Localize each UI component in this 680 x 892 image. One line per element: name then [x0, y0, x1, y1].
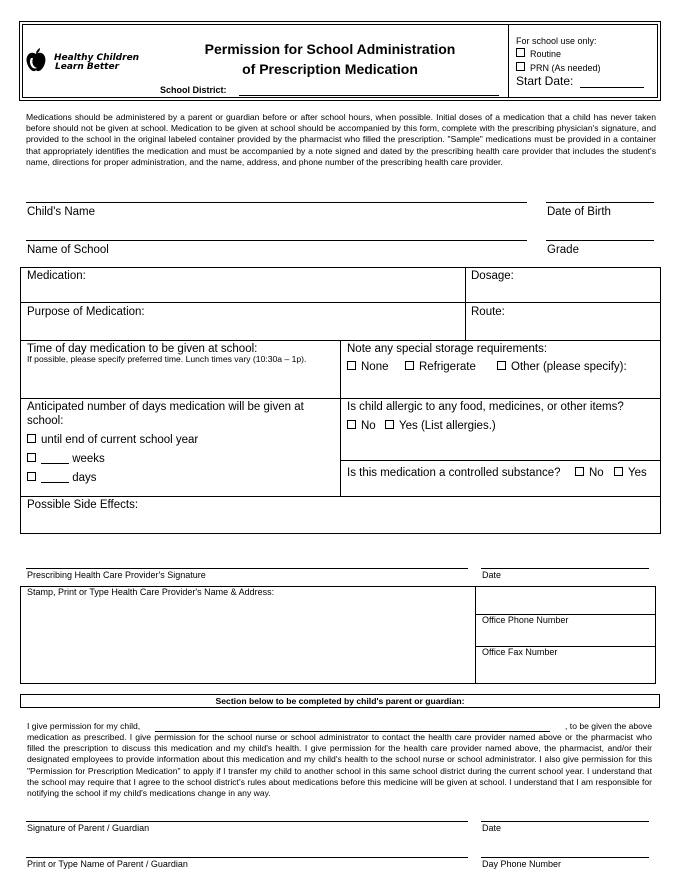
day-phone-label: Day Phone Number [482, 859, 562, 869]
date-of-birth-field[interactable] [546, 202, 654, 203]
storage-refrigerate-option[interactable]: Refrigerate [405, 360, 476, 374]
dosage-field-label[interactable]: Dosage: [471, 270, 514, 282]
controlled-yes-option[interactable]: Yes [614, 466, 647, 480]
parent-print-name-label: Print or Type Name of Parent / Guardian [27, 859, 188, 869]
stamp-divider [475, 586, 476, 684]
parent-section-title: Section below to be completed by child's parent or guardian: [215, 696, 465, 706]
route-field-label[interactable]: Route: [471, 306, 505, 318]
permission-start: I give permission for my child, [27, 721, 141, 731]
days-option-days[interactable]: days [27, 471, 97, 485]
parent-signature-label: Signature of Parent / Guardian [27, 823, 150, 833]
purpose-field-label[interactable]: Purpose of Medication: [27, 306, 145, 318]
logo-line2: Learn Better [55, 62, 120, 72]
prn-option[interactable]: PRN (As needed) [516, 62, 601, 74]
prn-checkbox[interactable] [516, 62, 525, 71]
controlled-yes-checkbox[interactable] [614, 467, 623, 476]
days-label: Anticipated number of days medication will be given at school: [27, 401, 304, 427]
school-name-field[interactable] [26, 240, 527, 241]
days-option-weeks[interactable]: weeks [27, 452, 105, 466]
childs-name-field[interactable] [26, 202, 527, 203]
day-phone-field[interactable] [481, 857, 649, 858]
time-of-day-note: If possible, please specify preferred time. Lunch times vary (10:30a – 1p). [27, 354, 307, 364]
allergy-no-checkbox[interactable] [347, 420, 356, 429]
office-phone-label[interactable]: Office Phone Number [482, 615, 569, 625]
logo [25, 48, 145, 76]
intro-paragraph: Medications should be administered by a parent or guardian before or after school hours, when possible. Initial doses of a medication that a child has never taken before should not be given at school. Medication to be given at school should be accompanied by this form, complete with the prescribing physician's signature, and provided to the school in the original labeled container provided by the pharmacist who filled the prescription. "Sample" medications must be provided in a container that appropriately identifies the medication and must be accompanied by a note signed and dated by the prescribing health care provider that includes the student's name, directions for proper administration, and the name, address, and phone number of the prescribing health care provider. [26, 112, 656, 167]
provider-signature-field[interactable] [26, 568, 468, 569]
apple-logo-icon [25, 48, 47, 74]
school-name-label: Name of School [27, 244, 109, 256]
stamp-label[interactable]: Stamp, Print or Type Health Care Provider's Name & Address: [27, 587, 275, 597]
storage-refrigerate-checkbox[interactable] [405, 361, 414, 370]
storage-other-checkbox[interactable] [497, 361, 506, 370]
provider-signature-label: Prescribing Health Care Provider's Signature [27, 570, 206, 580]
form-title-line1: Permission for School Administration [204, 41, 456, 57]
permission-mid: , to be given the above [565, 721, 652, 731]
school-use-label: For school use only: [516, 36, 597, 46]
start-date-label: Start Date: [516, 74, 574, 88]
school-district-label: School District: [160, 85, 227, 95]
form-title-line2: of Prescription Medication [242, 61, 418, 77]
parent-date-label: Date [482, 823, 502, 833]
side-effects-label[interactable]: Possible Side Effects: [27, 499, 139, 511]
table-divider [20, 496, 661, 497]
allergy-label: Is child allergic to any food, medicines, or other items? [347, 401, 624, 413]
storage-other-option[interactable]: Other (please specify): [497, 360, 627, 374]
controlled-label: Is this medication a controlled substance? [347, 467, 561, 479]
start-date-field[interactable] [580, 87, 644, 88]
end-of-year-checkbox[interactable] [27, 434, 36, 443]
allergy-yes-option[interactable]: Yes (List allergies.) [385, 419, 496, 433]
table-divider [465, 267, 466, 341]
provider-stamp-box [20, 586, 656, 684]
storage-none-option[interactable]: None [347, 360, 389, 374]
header-divider [508, 24, 509, 98]
storage-label: Note any special storage requirements: [347, 343, 548, 355]
routine-option[interactable]: Routine [516, 48, 561, 60]
date-of-birth-label: Date of Birth [547, 206, 611, 218]
allergy-no-option[interactable]: No [347, 419, 376, 433]
grade-label: Grade [547, 244, 579, 256]
days-checkbox[interactable] [27, 472, 36, 481]
controlled-no-checkbox[interactable] [575, 467, 584, 476]
provider-date-field[interactable] [481, 568, 649, 569]
routine-checkbox[interactable] [516, 48, 525, 57]
table-divider [340, 340, 341, 497]
days-blank[interactable] [41, 472, 69, 483]
weeks-checkbox[interactable] [27, 453, 36, 462]
childs-name-label: Child's Name [27, 206, 96, 218]
days-option-end-of-year[interactable]: until end of current school year [27, 433, 198, 447]
parent-signature-field[interactable] [26, 821, 468, 822]
office-fax-label[interactable]: Office Fax Number [482, 647, 558, 657]
parent-date-field[interactable] [481, 821, 649, 822]
school-district-field[interactable] [239, 95, 499, 96]
medication-field-label[interactable]: Medication: [27, 270, 86, 282]
table-divider [340, 460, 661, 461]
provider-date-label: Date [482, 570, 502, 580]
logo-line1: Healthy Children [54, 53, 140, 63]
table-divider [20, 398, 661, 399]
table-divider [20, 302, 661, 303]
parent-print-name-field[interactable] [26, 857, 468, 858]
weeks-blank[interactable] [41, 453, 69, 464]
controlled-no-option[interactable]: No [575, 466, 604, 480]
permission-paragraph: medication as prescribed. I give permission for the school nurse or school administrator to contact the health care provider named above or the pharmacist who filled the prescription to discuss this medication and my child's health. I give permission for the health care provider named above, the pharmacist, and/or their designated employees to provide information about this medication and my child's health to the school nurse or school administrator. I also give permission for this "Permission for Prescription Medication" to apply if I transfer my child to another school in this same school district during the current school year. I understand that the school may require that I agree to the school district's rules about medications before this medicine will be given at school. I understand that I am responsible for notifying the school if my child's medications change in any way. [27, 732, 652, 799]
grade-field[interactable] [546, 240, 654, 241]
allergy-yes-checkbox[interactable] [385, 420, 394, 429]
time-of-day-label: Time of day medication to be given at school: [27, 343, 258, 355]
storage-none-checkbox[interactable] [347, 361, 356, 370]
